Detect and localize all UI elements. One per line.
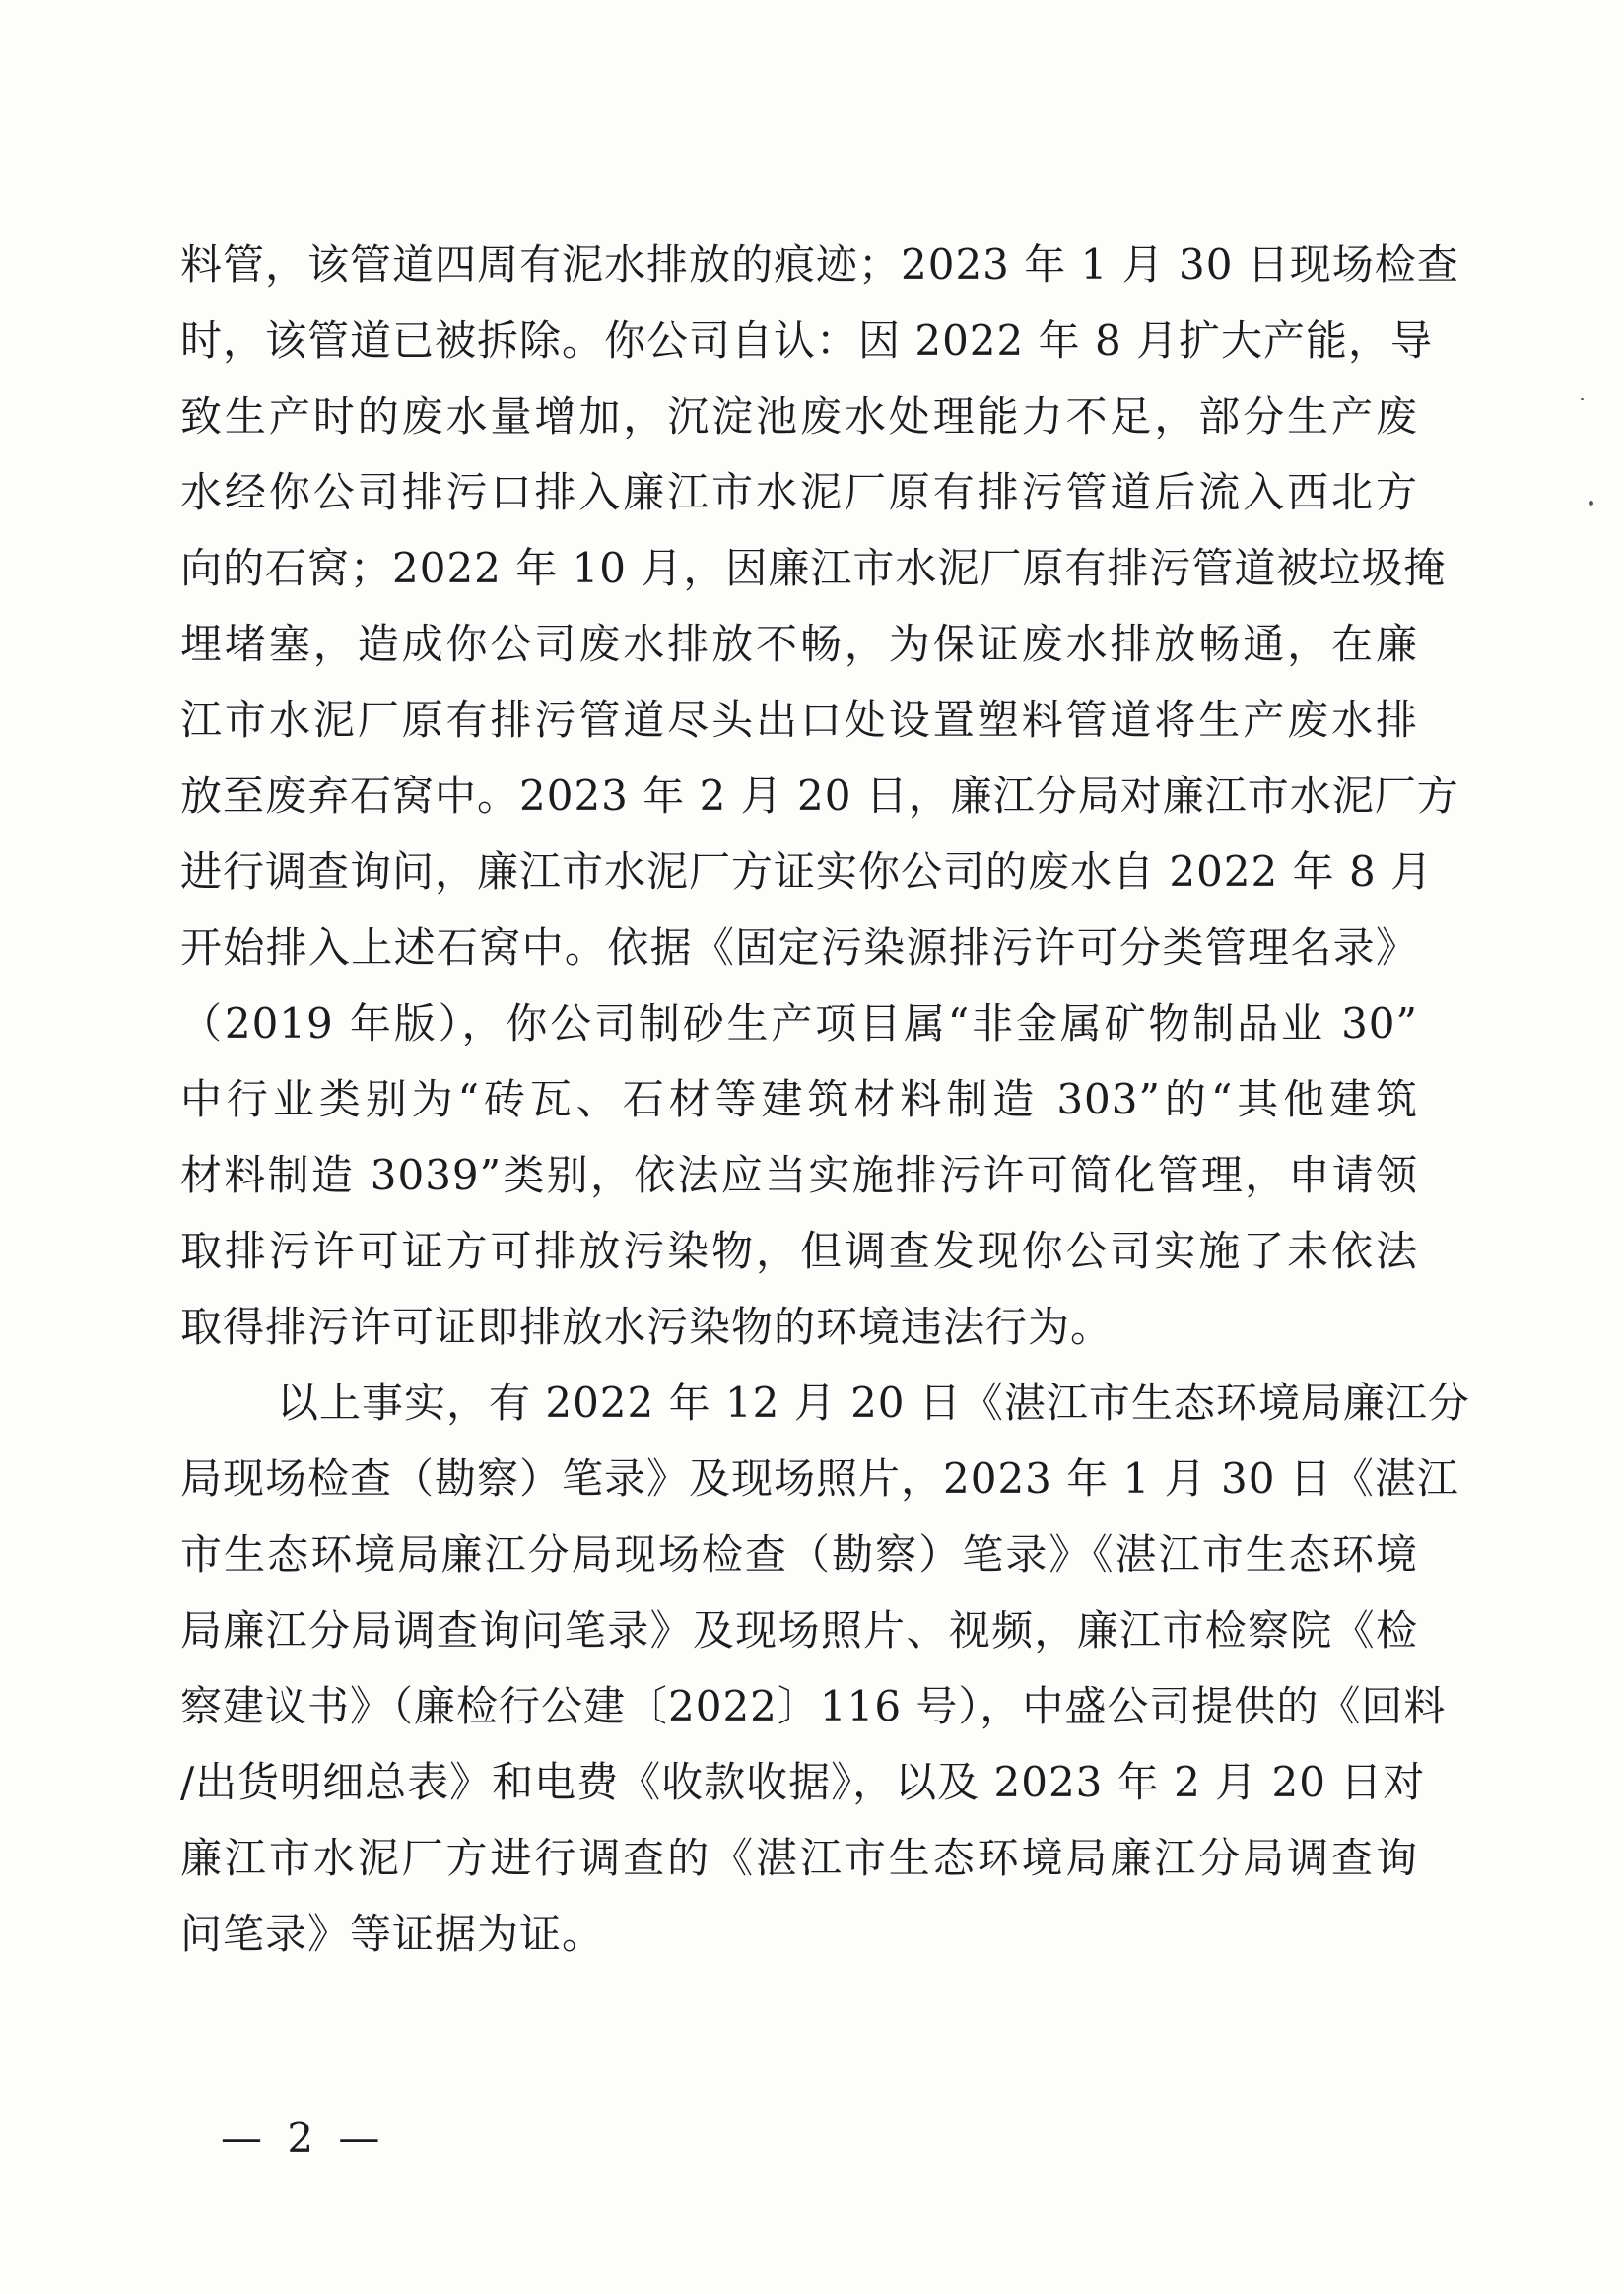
text-line: /出货明细总表》和电费《收款收据》，以及 2023 年 2 月 20 日对 — [180, 1758, 1426, 1806]
text-line: 中行业类别为“砖瓦、石材等建筑材料制造 303”的“其他建筑 — [180, 1075, 1418, 1123]
text-line: 开始排入上述石窝中。依据《固定污染源排污许可分类管理名录》 — [180, 923, 1418, 972]
text-line: （2019 年版），你公司制砂生产项目属“非金属矿物制品业 30” — [180, 999, 1418, 1047]
text-line: 水经你公司排污口排入廉江市水泥厂原有排污管道后流入西北方 — [180, 468, 1418, 516]
text-line: 埋堵塞，造成你公司废水排放不畅，为保证废水排放畅通，在廉 — [180, 620, 1418, 668]
text-line: 问笔录》等证据为证。 — [180, 1910, 605, 1958]
text-line: 料管，该管道四周有泥水排放的痕迹；2023 年 1 月 30 日现场检查 — [180, 240, 1459, 289]
text-line: 廉江市水泥厂方进行调查的《湛江市生态环境局廉江分局调查询 — [180, 1834, 1418, 1882]
text-line: 取得排污许可证即排放水污染物的环境违法行为。 — [180, 1303, 1114, 1351]
text-line: 市生态环境局廉江分局现场检查（勘察）笔录》《湛江市生态环境 — [180, 1530, 1418, 1579]
text-line: 放至废弃石窝中。2023 年 2 月 20 日，廉江分局对廉江市水泥厂方 — [180, 772, 1459, 820]
text-line: 向的石窝；2022 年 10 月，因廉江市水泥厂原有排污管道被垃圾掩 — [180, 544, 1447, 592]
text-line: 时，该管道已被拆除。你公司自认：因 2022 年 8 月扩大产能，导 — [180, 316, 1434, 365]
body-text — [180, 227, 1470, 1972]
scan-speck — [1581, 398, 1584, 400]
text-line: 取排污许可证方可排放污染物，但调查发现你公司实施了未依法 — [180, 1227, 1418, 1275]
text-line: 进行调查询问，廉江市水泥厂方证实你公司的废水自 2022 年 8 月 — [180, 847, 1434, 896]
page-number: — 2 — — [221, 2114, 386, 2162]
text-line: 致生产时的废水量增加，沉淀池废水处理能力不足，部分生产废 — [180, 392, 1418, 440]
text-line: 局现场检查（勘察）笔录》及现场照片，2023 年 1 月 30 日《湛江 — [180, 1454, 1459, 1503]
text-line: 江市水泥厂原有排污管道尽头出口处设置塑料管道将生产废水排 — [180, 696, 1418, 744]
text-line: 局廉江分局调查询问笔录》及现场照片、视频，廉江市检察院《检 — [180, 1606, 1418, 1654]
text-line: 察建议书》（廉检行公建〔2022〕116 号），中盛公司提供的《回料 — [180, 1682, 1447, 1730]
scan-speck — [1589, 501, 1593, 506]
paragraph-first-line: 以上事实，有 2022 年 12 月 20 日《湛江市生态环境局廉江分 — [277, 1379, 1470, 1427]
text-line: 材料制造 3039”类别，依法应当实施排污许可简化管理，申请领 — [180, 1151, 1418, 1199]
